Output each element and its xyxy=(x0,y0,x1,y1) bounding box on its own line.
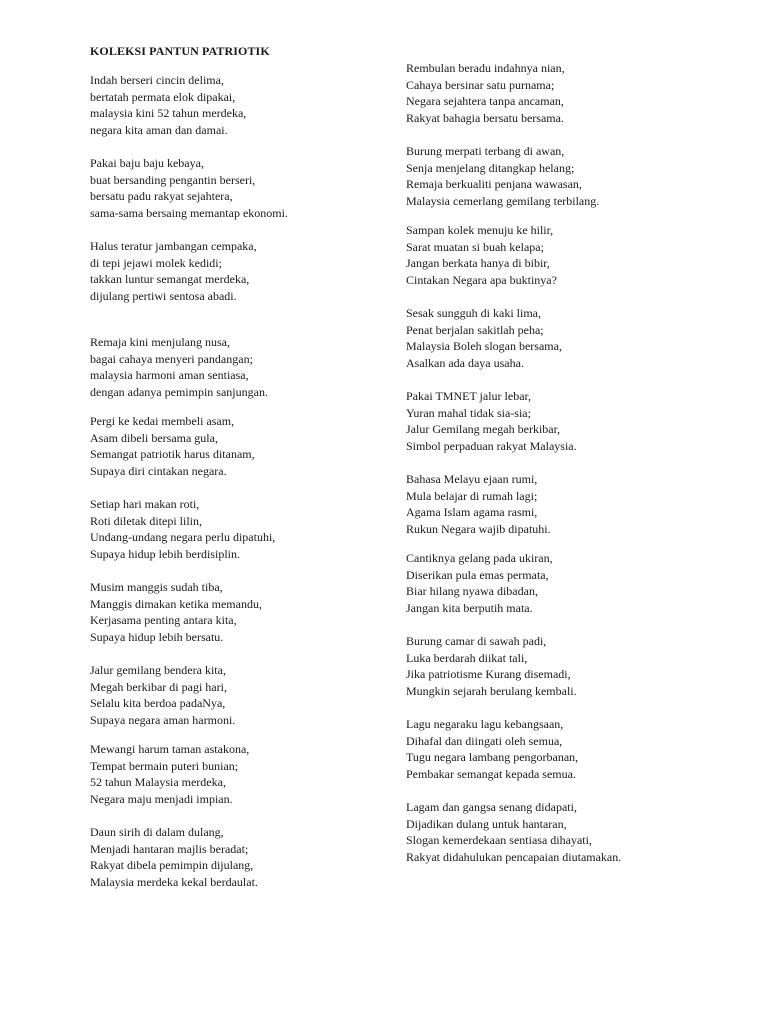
pantun-line: Supaya diri cintakan negara. xyxy=(90,463,227,478)
pantun-line: Sarat muatan si buah kelapa; xyxy=(406,239,544,254)
pantun-line: Remaja berkualiti penjana wawasan, xyxy=(406,177,582,192)
pantun-line: Rukun Negara wajib dipatuhi. xyxy=(406,521,551,536)
pantun-line: 52 tahun Malaysia merdeka, xyxy=(90,775,226,790)
pantun-line: Supaya negara aman harmoni. xyxy=(90,712,236,727)
pantun-line: Negara sejahtera tanpa ancaman, xyxy=(406,94,564,109)
stanza xyxy=(90,238,257,304)
stanza xyxy=(406,222,557,288)
pantun-line: takkan luntur semangat merdeka, xyxy=(90,272,250,287)
pantun-line: Daun sirih di dalam dulang, xyxy=(90,825,224,839)
pantun-line: Rembulan beradu indahnya nian, xyxy=(406,61,565,75)
pantun-line: Undang-undang negara perlu dipatuhi, xyxy=(90,530,276,545)
pantun-line: sama-sama bersaing memantap ekonomi. xyxy=(90,205,288,220)
stanza xyxy=(406,716,578,782)
stanza xyxy=(90,824,258,890)
pantun-line: dijulang pertiwi sentosa abadi. xyxy=(90,288,237,303)
pantun-line: Yuran mahal tidak sia-sia; xyxy=(406,405,531,420)
stanza xyxy=(90,155,288,221)
pantun-line: dengan adanya pemimpin sanjungan. xyxy=(90,384,268,399)
pantun-line: Cahaya bersinar satu purnama; xyxy=(406,77,555,92)
pantun-line: Simbol perpaduan rakyat Malaysia. xyxy=(406,438,577,453)
pantun-line: malaysia kini 52 tahun merdeka, xyxy=(90,106,247,121)
stanza xyxy=(406,471,551,537)
pantun-line: Asalkan ada daya usaha. xyxy=(406,355,524,370)
pantun-line: di tepi jejawi molek kedidi; xyxy=(90,255,222,270)
pantun-line: bertatah permata elok dipakai, xyxy=(90,89,236,104)
pantun-line: Rakyat dibela pemimpin dijulang, xyxy=(90,858,254,873)
pantun-line: Biar hilang nyawa dibadan, xyxy=(406,584,538,599)
pantun-line: Manggis dimakan ketika memandu, xyxy=(90,596,262,611)
pantun-line: malaysia harmoni aman sentiasa, xyxy=(90,368,249,383)
pantun-line: Sesak sungguh di kaki lima, xyxy=(406,306,541,320)
pantun-line: Jangan kita berputih mata. xyxy=(406,600,533,615)
pantun-line: bagai cahaya menyeri pandangan; xyxy=(90,351,253,366)
pantun-line: Penat berjalan sakitlah peha; xyxy=(406,322,544,337)
pantun-line: Supaya hidup lebih bersatu. xyxy=(90,629,224,644)
pantun-line: Pakai TMNET jalur lebar, xyxy=(406,389,532,403)
pantun-line: Pergi ke kedai membeli asam, xyxy=(90,414,235,428)
pantun-line: buat bersanding pengantin berseri, xyxy=(90,172,256,187)
pantun-line: Dijadikan dulang untuk hantaran, xyxy=(406,816,567,831)
pantun-line: Agama Islam agama rasmi, xyxy=(406,505,538,520)
pantun-line: Remaja kini menjulang nusa, xyxy=(90,335,230,349)
pantun-line: Tempat bermain puteri bunian; xyxy=(90,758,239,773)
pantun-line: Negara maju menjadi impian. xyxy=(90,791,233,806)
pantun-line: Mewangi harum taman astakona, xyxy=(90,742,250,756)
stanza xyxy=(406,633,577,699)
pantun-line: Malaysia merdeka kekal berdaulat. xyxy=(90,874,258,889)
pantun-line: Mula belajar di rumah lagi; xyxy=(406,488,538,503)
stanza xyxy=(90,496,275,562)
stanza xyxy=(406,388,577,454)
stanza xyxy=(406,143,599,209)
pantun-line: Dihafal dan diingati oleh semua, xyxy=(406,733,563,748)
stanza xyxy=(406,60,565,126)
pantun-line: Asam dibeli bersama gula, xyxy=(90,430,218,445)
pantun-line: Burung camar di sawah padi, xyxy=(406,634,547,648)
stanza xyxy=(90,579,262,645)
pantun-line: Pakai baju baju kebaya, xyxy=(90,156,204,170)
pantun-line: Supaya hidup lebih berdisiplin. xyxy=(90,546,240,561)
pantun-line: Menjadi hantaran majlis beradat; xyxy=(90,841,249,856)
pantun-line: Rakyat bahagia bersatu bersama. xyxy=(406,110,564,125)
pantun-line: Senja menjelang ditangkap helang; xyxy=(406,160,575,175)
pantun-line: Jangan berkata hanya di bibir, xyxy=(406,256,550,271)
stanza xyxy=(90,413,255,479)
pantun-line: Mungkin sejarah berulang kembali. xyxy=(406,683,577,698)
pantun-line: Musim manggis sudah tiba, xyxy=(90,580,223,594)
pantun-line: Lagu negaraku lagu kebangsaan, xyxy=(406,717,564,731)
pantun-line: Setiap hari makan roti, xyxy=(90,497,200,511)
pantun-line: Jalur Gemilang megah berkibar, xyxy=(406,422,561,437)
pantun-line: Malaysia cemerlang gemilang terbilang. xyxy=(406,193,600,208)
pantun-line: Megah berkibar di pagi hari, xyxy=(90,679,227,694)
pantun-line: Jika patriotisme Kurang disemadi, xyxy=(406,667,571,682)
pantun-line: Lagam dan gangsa senang didapati, xyxy=(406,800,577,814)
page-title: KOLEKSI PANTUN PATRIOTIK xyxy=(90,44,270,58)
pantun-line: Semangat patriotik harus ditanam, xyxy=(90,447,255,462)
stanza xyxy=(90,334,268,400)
pantun-line: Indah berseri cincin delima, xyxy=(90,73,224,87)
stanza xyxy=(90,662,235,728)
stanza xyxy=(406,305,562,371)
pantun-line: Burung merpati terbang di awan, xyxy=(406,144,565,158)
pantun-line: Kerjasama penting antara kita, xyxy=(90,613,237,628)
pantun-line: Bahasa Melayu ejaan rumi, xyxy=(406,472,538,486)
pantun-line: Cintakan Negara apa buktinya? xyxy=(406,272,557,287)
stanza xyxy=(406,799,621,865)
pantun-line: Selalu kita berdoa padaNya, xyxy=(90,696,226,711)
stanza xyxy=(90,72,246,138)
pantun-line: Cantiknya gelang pada ukiran, xyxy=(406,551,553,565)
pantun-line: Halus teratur jambangan cempaka, xyxy=(90,239,257,253)
pantun-line: Slogan kemerdekaan sentiasa dihayati, xyxy=(406,833,592,848)
pantun-line: Pembakar semangat kepada semua. xyxy=(406,766,576,781)
pantun-line: Luka berdarah diikat tali, xyxy=(406,650,528,665)
pantun-line: negara kita aman dan damai. xyxy=(90,122,228,137)
pantun-line: Diserikan pula emas permata, xyxy=(406,567,549,582)
stanza xyxy=(90,741,249,807)
pantun-line: Jalur gemilang bendera kita, xyxy=(90,663,226,677)
pantun-line: Rakyat didahulukan pencapaian diutamakan. xyxy=(406,849,622,864)
pantun-line: bersatu padu rakyat sejahtera, xyxy=(90,189,233,204)
pantun-line: Sampan kolek menuju ke hilir, xyxy=(406,223,554,237)
pantun-line: Roti diletak ditepi lilin, xyxy=(90,513,202,528)
pantun-line: Malaysia Boleh slogan bersama, xyxy=(406,339,562,354)
stanza xyxy=(406,550,553,616)
pantun-line: Tugu negara lambang pengorbanan, xyxy=(406,750,579,765)
